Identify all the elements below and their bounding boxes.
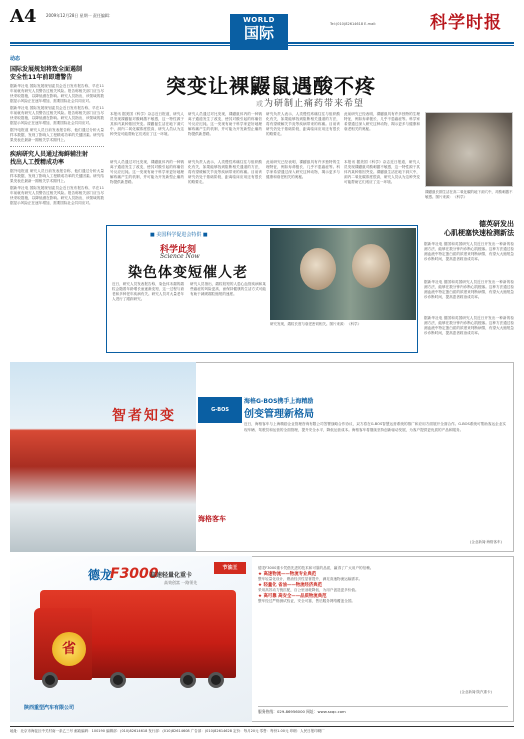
brief-body-cont2: 据外电报道 研究人员日前发表报告称，他们通过分析大量样本数据，发现了影响人工授精成功率的关键因素。研究结果发表在最新一期相关学术期刊上。 [10, 128, 104, 142]
wheel-icon [208, 672, 224, 688]
sidebar-body-cont2: 据新华社电 德国和英国研究人员近日开发出一种新的检测方法，能够在数分钟内诊断心肌梗塞。这种方法通过检测血液中特定蛋白质的浓度来判断病情，有望大大缩短急诊诊断时间，提高患者救治成功率。 [424, 316, 514, 335]
column-kicker: 动态 [10, 56, 21, 62]
divider [10, 146, 104, 147]
feature-column-title: 科学此刻 [160, 245, 197, 255]
sidebar-body-cont: 据新华社电 德国和英国研究人员近日开发出一种新的检测方法，能够在数分钟内诊断心肌梗塞。这种方法通过检测血液中特定蛋白质的浓度来判断病情，有望大大缩短急诊诊断时间，提高患者救治成功率。 [424, 280, 514, 299]
feature-supplier-label: ■ 美国科学促进会特供 ■ [150, 232, 208, 238]
brief-body: 据新华社电 国际发展规划委员会近日发布报告称，早在11年前就有研究人员警告过相关风险。报告称相关部门应当尽快采取措施，以降低潜在影响。研究人员指出，该领域的数据显示风险正在逐年增加，需要国际社会共同应对。 [10, 84, 104, 103]
mole-rat-photo [425, 112, 513, 187]
page-number: A4 [10, 6, 37, 27]
sidebar-headline-line1: 德英研发出 [479, 220, 514, 228]
header-rule [10, 42, 514, 44]
sidebar-headline-line2: 心肌梗塞快速检测新法 [444, 229, 514, 237]
elderly-women-photo [270, 228, 416, 320]
ad-body-text: 近日，海格客车与上海精励企业管理咨询有限公司签署战略合作协议，双方将在G-BOS智慧运营系统的推广和应用方面展开全面合作。G-BOS系统可帮助客运企业实现车辆、驾驶员和运营的全面管理，提升安全水平，降低运营成本。海格客车将继续坚持创新驱动发展，为客户提供更优质的产品和服务。 [244, 422, 506, 432]
brief2-headline-line1: 疾病研究人员通过海鲜辅注射 [10, 151, 89, 158]
feature-photo-caption: 研究发现，端粒长度与衰老密切相关。图片来源：《科学》 [270, 322, 361, 326]
ad-slogan: 智者知变 [112, 408, 176, 424]
ad-brand: 海格客车 [198, 515, 226, 523]
truck-ad-text-3: 整车经过严格测试验证，安全可靠，售后服务网络覆盖全国。 [258, 599, 356, 603]
sidebar-headline [424, 220, 514, 238]
left-column [10, 55, 104, 360]
truck-tagline: 高效创富 一路领先 [164, 580, 198, 585]
article-column-1: 本报讯 据美国《科学》杂志近日报道，研究人员发现裸鼹鼠对酸刺激不敏感，这一特性源于其体内某种基因突变。裸鼹鼠生活在地下洞穴中，洞内二氧化碳浓度很高，研究人员认为这种突变可能帮助它们适应了这一环境。 [110, 112, 184, 136]
sidebar-body: 据新华社电 德国和英国研究人员近日开发出一种新的检测方法，能够在数分钟内诊断心肌梗塞。这种方法通过检测血液中特定蛋白质的浓度来判断病情，有望大大缩短急诊诊断时间，提高患者救治成功率。 [424, 242, 514, 261]
fuel-saver-badge: 节油王 [214, 562, 246, 574]
truck-ad-intro: 德龙F3000重卡凭借先进的技术和可靠的品质，赢得了广大用户的信赖。 [258, 566, 374, 570]
truck-ad-text-2: 采用高效动力链匹配，百公里油耗降低，为用户创造更多价值。 [258, 588, 359, 592]
article-column-4: 此前研究已经表明，裸鼹鼠具有许多独特的生理特征，例如寿命极长、几乎不患癌症等。科学家希望通过深入研究这种动物，揭示更多与健康和衰老相关的奥秘。 [344, 112, 420, 131]
subtitle-text: 为研制止痛药带来希望 [264, 99, 365, 109]
article-column-3: 研究负责人表示，人类慢性疼痛往往与组织酸化有关，如果能够找到阻断相关通道的方法，将有望缓解关节炎等疾病带来的疼痛。目前该研究仍处于基础阶段，距离临床应用还有很长的路要走。 [266, 112, 340, 136]
article-column-2b: 研究负责人表示，人类慢性疼痛往往与组织酸化有关，如果能够找到阻断相关通道的方法，将有望缓解关节炎等疾病带来的疼痛。目前该研究仍处于基础阶段，距离临床应用还有很长的路要走。 [188, 160, 262, 184]
truck-ad-footer: (企业新闻·陕汽重卡) [460, 690, 492, 694]
truck-ad-subhead-3: ★ 高可靠 高安全——品质物流典范 [258, 593, 327, 599]
brief2-body: 据外电报道 研究人员日前发表报告称，他们通过分析大量样本数据，发现了影响人工授精成功率的关键因素。研究结果发表在最新一期相关学术期刊上。 [10, 169, 104, 183]
section-label-cn: 国际 [243, 24, 274, 42]
truck-ad-text [258, 566, 508, 605]
wheel-icon [42, 672, 58, 688]
feature-body-1: 近日，研究人员发表报告称，染色体末端的端粒会随着年龄增长而逐渐变短，这一过程与衰老和多种老年疾病有关。研究人员对大量老年人进行了跟踪研究。 [112, 282, 184, 301]
brief-headline-line1: 国际发展规划将致全面遏制 [10, 66, 83, 73]
brief2-body-cont: 据新华社电 国际发展规划委员会近日发布报告称，早在11年前就有研究人员警告过相关风险。报告称相关部门应当尽快采取措施，以降低潜在影响。研究人员指出，该领域的数据显示风险正在逐年增加，需要国际社会共同应对。 [10, 186, 104, 205]
ad-title: 海格G-BOS携手上海精励 [244, 398, 314, 405]
ad-footer: (企业新闻·海格客车) [470, 540, 502, 544]
truck-ad-subhead-2: ★ 轻量化 省油——物流经济典范 [258, 582, 323, 588]
section-label-en: WORLD [243, 16, 275, 24]
contact-line: Tel:(010)82614618 E-mail: [330, 22, 377, 26]
article-column-4b: 本报讯 据美国《科学》杂志近日报道，研究人员发现裸鼹鼠对酸刺激不敏感，这一特性源于其体内某种基因突变。裸鼹鼠生活在地下洞穴中，洞内二氧化碳浓度很高，研究人员认为这种突变可能帮助它们适应了这一环境。 [344, 160, 420, 184]
main-subtitle [256, 96, 364, 109]
brief-headline-2 [10, 151, 104, 167]
main-headline: 突变让裸鼹鼠遇酸不疼 [166, 74, 376, 98]
photo-caption: 裸鼹鼠长期生活在高二氧化碳的地下洞穴中，对酸刺激不敏感。图片来源：《科学》 [425, 190, 513, 199]
expo-pavilion-image [10, 362, 196, 552]
page-footer: 地址：北京市海淀区中关村南一条乙三号 邮政编码：100190 编辑部：(010)82614618 发行部：(010)82614608 广告部：(010)82614628 定价：每月20元 零售：每份1.00元 印刷：人民日报印刷厂 [10, 726, 514, 734]
article-column-3b: 此前研究已经表明，裸鼹鼠具有许多独特的生理特征，例如寿命极长、几乎不患癌症等。科学家希望通过深入研究这种动物，揭示更多与健康和衰老相关的奥秘。 [266, 160, 340, 179]
face-left [300, 248, 336, 290]
gbos-logo: G-BOS [198, 397, 242, 423]
truck-ad-contact: 服务热线：029-86956000 网址：www.sxqc.com [258, 706, 508, 715]
truck-model: F3000 [110, 566, 159, 582]
gold-coin-icon: 省 [52, 632, 86, 666]
face-right [352, 244, 390, 288]
subtitle-prefix: 或 [256, 100, 264, 108]
truck-company: 陕西重型汽车有限公司 [24, 705, 75, 711]
masthead: 科学时报 [430, 13, 502, 33]
truck-slogan: 高速轻量化重卡 [150, 572, 193, 579]
article-column-2: 研究人员通过对比发现，裸鼹鼠体内的一种钠离子通道发生了改变，使其对酸引起的疼痛信号反应迟钝。这一发现有助于科学家更好地理解疼痛产生的机制，并可能为开发新型止痛药物提供新思路。 [188, 112, 262, 136]
brief2-headline-line2: 找出人工授精成功率 [10, 159, 65, 166]
brief-body-cont: 据新华社电 国际发展规划委员会近日发布报告称，早在11年前就有研究人员警告过相关风险。报告称相关部门应当尽快采取措施，以降低潜在影响。研究人员指出，该领域的数据显示风险正在逐年增加，需要国际社会共同应对。 [10, 106, 104, 125]
truck-ad-text-1: 整车轻量化设计，燃油经济性显著提升，满足高速物流运输需求。 [258, 577, 363, 581]
brief-headline-line2: 安全性11年前即遭警告 [10, 74, 73, 81]
truck-brand: 德龙 [88, 568, 113, 582]
article-column-1b: 研究人员通过对比发现，裸鼹鼠体内的一种钠离子通道发生了改变，使其对酸引起的疼痛信号反应迟钝。这一发现有助于科学家更好地理解疼痛产生的机制，并可能为开发新型止痛药物提供新思路。 [110, 160, 184, 184]
wheel-icon [180, 672, 196, 688]
feature-body-2: 研究人员指出，端粒较短的人患心血管疾病和某些癌症的风险更高，而保持健康的生活方式可能有助于减缓端粒缩短的速度。 [190, 282, 266, 296]
brief-headline [10, 66, 104, 82]
truck-ad-subhead-1: ★ 高速物流——物流专业典范 [258, 571, 317, 577]
header-rule-thin [10, 45, 514, 46]
date-line: 2009年12月28日 星期一 责任编辑： [46, 13, 113, 18]
wheel-icon [110, 672, 126, 688]
feature-headline: 染色体变短催人老 [128, 265, 248, 281]
feature-column-title-en: Science Now [160, 253, 200, 260]
ad-subtitle: 创变管理新格局 [244, 409, 314, 420]
